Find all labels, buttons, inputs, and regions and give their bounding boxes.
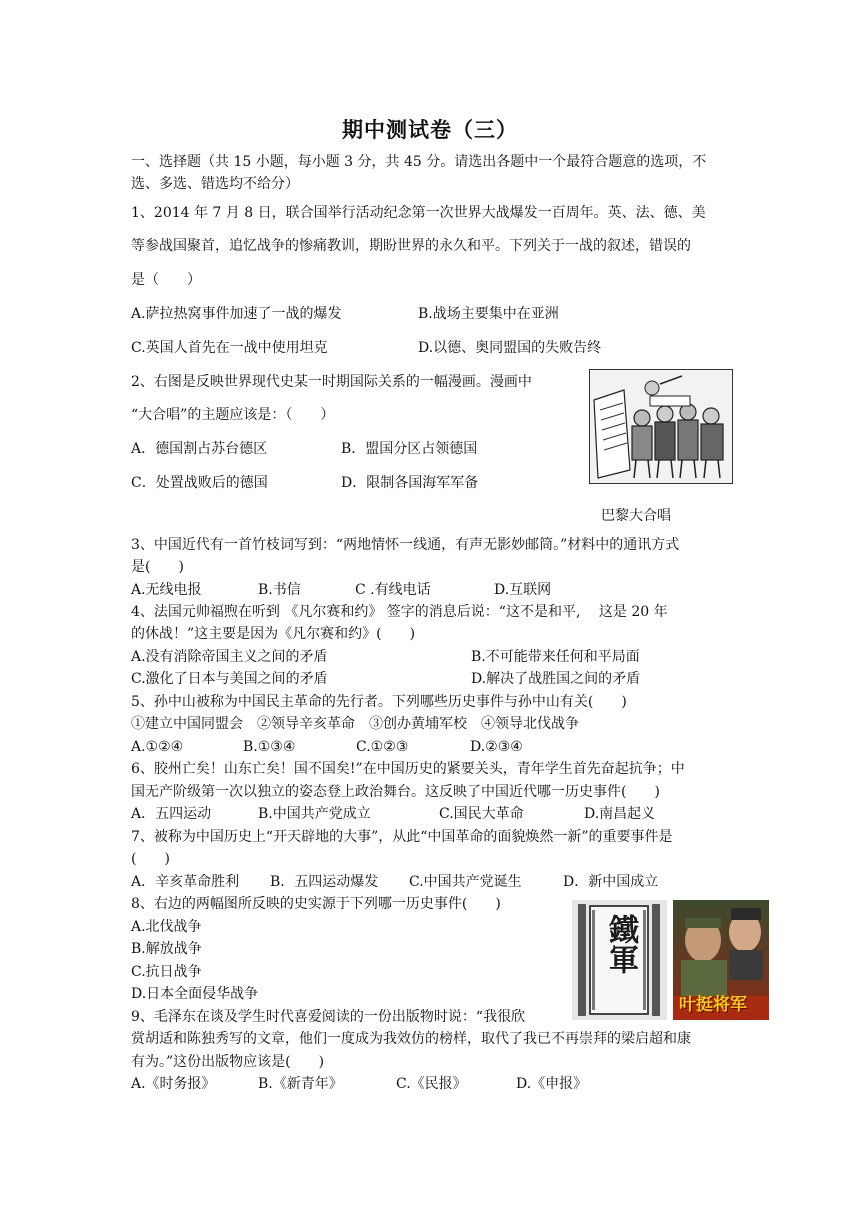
q1-option-d: D.以德、奥同盟国的失败告终 — [418, 340, 602, 356]
q7-stem-line2: ( ) — [131, 851, 170, 867]
q4-option-a: A.没有消除帝国主义之间的矛盾 — [131, 649, 328, 665]
q2-option-b: B．盟国分区占领德国 — [341, 441, 478, 457]
q8-stem-line1: 8、右边的两幅图所反映的史实源于下列哪一历史事件( ) — [131, 896, 501, 912]
q9-stem-line1: 9、毛泽东在谈及学生时代喜爱阅读的一份出版物时说：“我很欣 — [131, 1009, 526, 1025]
q9-option-a: A.《时务报》 — [131, 1076, 216, 1092]
q1-stem-line2: 等参战国聚首，追忆战争的惨痛教训，期盼世界的永久和平。下列关于一战的叙述，错误的 — [131, 238, 691, 254]
q7-option-c: C.中国共产党诞生 — [409, 874, 522, 890]
ye-ting-poster-image — [673, 900, 769, 1020]
q4-option-c: C.激化了日本与美国之间的矛盾 — [131, 671, 328, 687]
q5-option-a: A.①②④ — [131, 739, 184, 755]
q8-option-d: D.日本全面侵华战争 — [131, 986, 259, 1002]
q1-option-b: B.战场主要集中在亚洲 — [418, 306, 559, 322]
q2-option-a: A．德国割占苏台德区 — [131, 441, 268, 457]
q9-stem-line3: 有为。”这份出版物应该是( ) — [131, 1054, 325, 1070]
cartoon-image — [589, 369, 733, 484]
banner-text: 鐵軍 — [603, 914, 638, 974]
section-instructions-cont: 选、多选、错选均不给分） — [131, 176, 299, 192]
q3-option-b: B.书信 — [258, 582, 301, 598]
q6-option-c: C.国民大革命 — [439, 806, 524, 822]
q5-stem-line2: ①建立中国同盟会 ②领导辛亥革命 ③创办黄埔军校 ④领导北伐战争 — [131, 716, 579, 732]
q3-option-a: A.无线电报 — [131, 582, 202, 598]
q8-option-a: A.北伐战争 — [131, 919, 202, 935]
q8-option-b: B.解放战争 — [131, 941, 202, 957]
q2-stem-line2: “大合唱”的主题应该是：（ ） — [131, 407, 335, 423]
q4-option-d: D.解决了战胜国之间的矛盾 — [471, 671, 641, 687]
q7-option-d: D．新中国成立 — [563, 874, 659, 890]
cartoon-caption: 巴黎大合唱 — [601, 508, 671, 524]
q6-option-a: A．五四运动 — [131, 806, 212, 822]
q3-stem-line2: 是( ) — [131, 559, 184, 575]
q6-option-b: B.中国共产党成立 — [258, 806, 371, 822]
poster-title: 叶挺将军 — [679, 995, 747, 1015]
q1-stem-line3: 是（ ） — [131, 272, 201, 288]
q3-option-d: D.互联网 — [494, 582, 552, 598]
q6-option-d: D.南昌起义 — [584, 806, 656, 822]
q7-option-b: B．五四运动爆发 — [270, 874, 379, 890]
section-instructions: 一、选择题（共 15 小题，每小题 3 分，共 45 分。请选出各题中一个最符合题意的选项，不 — [131, 154, 707, 170]
q8-option-c: C.抗日战争 — [131, 964, 202, 980]
q1-stem-line1: 1、2014 年 7 月 8 日，联合国举行活动纪念第一次世界大战爆发一百周年。英、法、德、美 — [131, 205, 706, 221]
q9-option-c: C.《民报》 — [396, 1076, 467, 1092]
q6-stem-line1: 6、胶州亡矣！山东亡矣！国不国矣!”在中国历史的紧要关头，青年学生首先奋起抗争；中 — [131, 761, 685, 777]
q3-stem-line1: 3、中国近代有一首竹枝词写到：“两地情怀一线通，有声无影妙邮筒。”材料中的通讯方式 — [131, 537, 680, 553]
q9-option-d: D.《申报》 — [516, 1076, 588, 1092]
q6-stem-line2: 国无产阶级第一次以独立的姿态登上政治舞台。这反映了中国近代哪一历史事件( ) — [131, 784, 660, 800]
q1-option-c: C.英国人首先在一战中使用坦克 — [131, 340, 328, 356]
q7-stem-line1: 7、被称为中国历史上“开天辟地的大事”，从此“中国革命的面貌焕然一新”的重要事件是 — [131, 829, 673, 845]
q2-option-c: C．处置战败后的德国 — [131, 475, 268, 491]
iron-army-banner-image — [572, 900, 667, 1020]
q9-option-b: B.《新青年》 — [258, 1076, 343, 1092]
q4-stem-line1: 4、法国元帅福煦在听到 《凡尔赛和约》 签字的消息后说：“这不是和平, 这是 20 年 — [131, 604, 668, 620]
q9-stem-line2: 赏胡适和陈独秀写的文章，他们一度成为我效仿的榜样，取代了我已不再崇拜的梁启超和康 — [131, 1031, 691, 1047]
q5-option-c: C.①②③ — [356, 739, 409, 755]
q2-stem-line1: 2、右图是反映世界现代史某一时期国际关系的一幅漫画。漫画中 — [131, 374, 532, 390]
q5-option-b: B.①③④ — [243, 739, 296, 755]
q5-stem-line1: 5、孙中山被称为中国民主革命的先行者。下列哪些历史事件与孙中山有关( ) — [131, 694, 627, 710]
q4-stem-line2: 的休战！”这主要是因为《凡尔赛和约》( ) — [131, 626, 416, 642]
q7-option-a: A．辛亥革命胜利 — [131, 874, 240, 890]
q2-option-d: D．限制各国海军军备 — [341, 475, 479, 491]
q3-option-c: C .有线电话 — [355, 582, 431, 598]
page-title: 期中测试卷（三） — [342, 118, 518, 142]
q4-option-b: B.不可能带来任何和平局面 — [471, 649, 640, 665]
q1-option-a: A.萨拉热窝事件加速了一战的爆发 — [131, 306, 342, 322]
q5-option-d: D.②③④ — [470, 739, 523, 755]
